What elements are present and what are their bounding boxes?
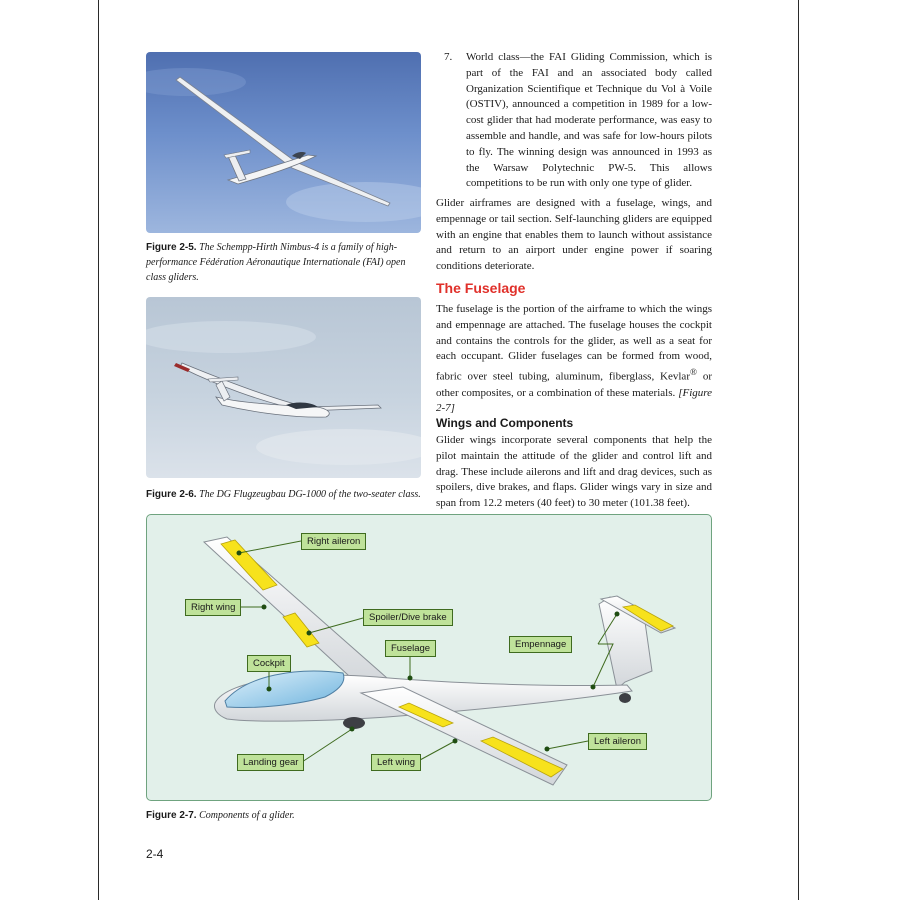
glider-components-diagram	[146, 514, 712, 801]
figure-number: Figure 2-5.	[146, 242, 197, 253]
callout-cockpit: Cockpit	[247, 655, 291, 672]
paragraph-text: The fuselage is the portion of the airframe to which the wings and empennage are attached. The fuselage houses the cockpit and contains the controls for the glider, as well as a seat for each occupant. Glider fuselages can be formed from wood, fabric over steel tubing, aluminum, fiberglass, Kevlar	[436, 303, 712, 383]
wings-paragraph: Glider wings incorporate several components that help the pilot maintain the attitude of the glider and control lift and drag. These include ailerons and lift and drag devices, such as spoilers, dive brakes, and flaps. Glider wings vary in size and span from 12.2 meters (40 feet) to 30 meter (101.38 feet).	[436, 434, 712, 510]
figure-number: Figure 2-6.	[146, 489, 197, 500]
nimbus-glider-illustration	[146, 52, 421, 233]
figure-2-6-caption	[146, 487, 426, 502]
callout-empennage: Empennage	[509, 636, 572, 653]
callout-left-wing: Left wing	[371, 754, 421, 771]
page-number: 2-4	[146, 847, 164, 861]
callout-left-aileron: Left aileron	[588, 733, 647, 750]
fuselage-paragraph	[436, 302, 712, 417]
section-heading-wings: Wings and Components	[436, 416, 574, 430]
callout-landing-gear: Landing gear	[237, 754, 304, 771]
paragraph-text: or other composites, or a combination of these materials.	[436, 370, 712, 399]
list-item-text: World class—the FAI Gliding Commission, which is part of the FAI and an associated body called Organization Scientifique et Technique du Vol à Voile (OSTIV), announced a competition in 1989 for a low-cost glider that had moderate performance, was easy to assemble and handle, and was safe for low-hours pilots to fly. The winning design was announced in 1993 as the Warsaw Polytechnic PW-5. This allows competitions to be run with only one type of glider.	[466, 51, 712, 190]
registered-mark: ®	[689, 367, 697, 378]
caption-text: The DG Flugzeugbau DG-1000 of the two-seater class.	[199, 489, 421, 500]
glider-drawing	[147, 515, 711, 800]
figure-2-6-photo	[146, 297, 421, 478]
list-item-number: 7.	[444, 51, 453, 63]
callout-right-wing: Right wing	[185, 599, 241, 616]
figure-2-5-caption	[146, 240, 426, 285]
list-item-7	[444, 50, 712, 192]
figure-2-7-caption	[146, 808, 426, 823]
caption-text: Components of a glider.	[199, 810, 295, 821]
dg1000-glider-illustration	[146, 297, 421, 478]
section-heading-fuselage: The Fuselage	[436, 280, 526, 296]
callout-right-aileron: Right aileron	[301, 533, 366, 550]
figure-reference: [Figure 2-7]	[436, 386, 712, 415]
airframe-paragraph: Glider airframes are designed with a fuselage, wings, and empennage or tail section. Self-launching gliders are equipped with an engine that enables them to launch without assistance and return to an airport under engine power if soaring conditions deteriorate.	[436, 197, 712, 273]
callout-spoiler-dive-brake: Spoiler/Dive brake	[363, 609, 453, 626]
figure-2-5-photo	[146, 52, 421, 233]
figure-number: Figure 2-7.	[146, 810, 197, 821]
caption-text: The Schempp-Hirth Nimbus-4 is a family of high-performance Fédération Aéronautique Internationale (FAI) open class gliders.	[146, 242, 406, 283]
callout-fuselage: Fuselage	[385, 640, 436, 657]
